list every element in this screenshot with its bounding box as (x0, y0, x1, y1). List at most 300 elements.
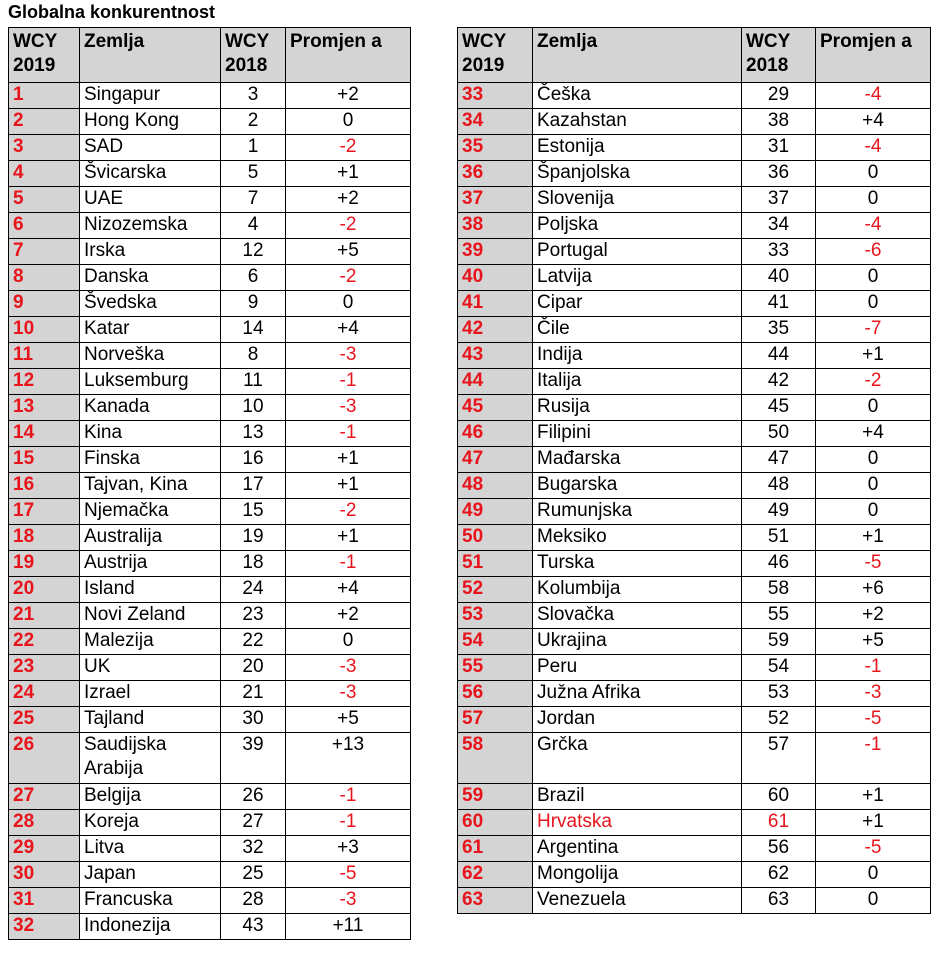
rank-cell: 39 (458, 239, 533, 265)
wcy-2018-cell: 34 (742, 213, 816, 239)
country-cell: Australija (80, 525, 221, 551)
country-cell: Kolumbija (533, 577, 742, 603)
table-row (458, 577, 931, 603)
wcy-2018-cell: 8 (221, 343, 286, 369)
change-cell: -3 (286, 655, 411, 681)
header-wcy-2018: WCY 2018 (742, 28, 816, 83)
country-cell: Danska (80, 265, 221, 291)
table-row (9, 655, 411, 681)
wcy-2018-cell: 30 (221, 707, 286, 733)
rank-cell: 10 (9, 317, 80, 343)
table-header-row (9, 28, 411, 83)
country-cell: Mađarska (533, 447, 742, 473)
header-wcy-2019: WCY 2019 (9, 28, 80, 83)
country-cell: UAE (80, 187, 221, 213)
wcy-2018-cell: 14 (221, 317, 286, 343)
country-cell: Malezija (80, 629, 221, 655)
country-cell: Belgija (80, 784, 221, 810)
wcy-2018-cell: 47 (742, 447, 816, 473)
rank-cell: 44 (458, 369, 533, 395)
change-cell: -2 (286, 265, 411, 291)
wcy-2018-cell: 19 (221, 525, 286, 551)
rank-cell: 29 (9, 836, 80, 862)
rank-cell: 34 (458, 109, 533, 135)
table-row (458, 603, 931, 629)
table-row (458, 395, 931, 421)
change-cell: -1 (286, 784, 411, 810)
rank-cell: 57 (458, 707, 533, 733)
rank-cell: 56 (458, 681, 533, 707)
rank-cell: 45 (458, 395, 533, 421)
rank-cell: 7 (9, 239, 80, 265)
wcy-2018-cell: 10 (221, 395, 286, 421)
change-cell: 0 (286, 629, 411, 655)
change-cell: +1 (816, 525, 931, 551)
change-cell: +2 (286, 603, 411, 629)
table-row (9, 421, 411, 447)
country-cell: Japan (80, 862, 221, 888)
change-cell: 0 (816, 265, 931, 291)
table-row (458, 369, 931, 395)
rank-cell: 12 (9, 369, 80, 395)
table-row (458, 265, 931, 291)
table-row (458, 473, 931, 499)
wcy-2018-cell: 3 (221, 83, 286, 109)
country-cell: Saudijska Arabija (80, 733, 221, 784)
rank-cell: 18 (9, 525, 80, 551)
country-cell: Tajvan, Kina (80, 473, 221, 499)
rank-cell: 13 (9, 395, 80, 421)
country-cell: Kina (80, 421, 221, 447)
country-cell: Mongolija (533, 862, 742, 888)
change-cell: +2 (816, 603, 931, 629)
rank-cell: 27 (9, 784, 80, 810)
table-row (458, 836, 931, 862)
change-cell: +1 (286, 161, 411, 187)
country-cell: Kanada (80, 395, 221, 421)
country-cell: Peru (533, 655, 742, 681)
table-row (9, 733, 411, 784)
wcy-2018-cell: 6 (221, 265, 286, 291)
table-row (9, 473, 411, 499)
rank-cell: 11 (9, 343, 80, 369)
country-cell: Indija (533, 343, 742, 369)
country-cell: Južna Afrika (533, 681, 742, 707)
change-cell: +5 (286, 239, 411, 265)
wcy-2018-cell: 48 (742, 473, 816, 499)
country-cell: Argentina (533, 836, 742, 862)
change-cell: +1 (286, 473, 411, 499)
change-cell: -2 (286, 213, 411, 239)
change-cell: +6 (816, 577, 931, 603)
change-cell: -4 (816, 83, 931, 109)
rank-cell: 53 (458, 603, 533, 629)
table-row (9, 551, 411, 577)
table-row (458, 213, 931, 239)
rank-cell: 42 (458, 317, 533, 343)
wcy-2018-cell: 57 (742, 733, 816, 784)
wcy-2018-cell: 41 (742, 291, 816, 317)
country-cell: Meksiko (533, 525, 742, 551)
table-row (458, 421, 931, 447)
table-row (9, 810, 411, 836)
table-row (458, 83, 931, 109)
wcy-2018-cell: 52 (742, 707, 816, 733)
country-cell: Poljska (533, 213, 742, 239)
table-row (9, 317, 411, 343)
table-row (9, 343, 411, 369)
header-wcy-2019: WCY 2019 (458, 28, 533, 83)
wcy-2018-cell: 5 (221, 161, 286, 187)
wcy-2018-cell: 23 (221, 603, 286, 629)
wcy-2018-cell: 18 (221, 551, 286, 577)
table-row (458, 733, 931, 784)
wcy-2018-cell: 58 (742, 577, 816, 603)
ranking-table-right (457, 27, 931, 914)
country-cell: Island (80, 577, 221, 603)
change-cell: 0 (286, 291, 411, 317)
change-cell: 0 (816, 499, 931, 525)
country-cell: Filipini (533, 421, 742, 447)
wcy-2018-cell: 16 (221, 447, 286, 473)
rank-cell: 21 (9, 603, 80, 629)
header-country: Zemlja (533, 28, 742, 83)
rank-cell: 30 (9, 862, 80, 888)
wcy-2018-cell: 21 (221, 681, 286, 707)
table-row (9, 707, 411, 733)
country-cell: Čile (533, 317, 742, 343)
table-row (458, 862, 931, 888)
change-cell: -3 (286, 395, 411, 421)
wcy-2018-cell: 63 (742, 888, 816, 914)
wcy-2018-cell: 45 (742, 395, 816, 421)
country-cell: Singapur (80, 83, 221, 109)
country-cell: Cipar (533, 291, 742, 317)
change-cell: +11 (286, 914, 411, 940)
rank-cell: 54 (458, 629, 533, 655)
rank-cell: 59 (458, 784, 533, 810)
header-change: Promjen a (816, 28, 931, 83)
table-row (9, 914, 411, 940)
wcy-2018-cell: 38 (742, 109, 816, 135)
wcy-2018-cell: 56 (742, 836, 816, 862)
table-row (9, 862, 411, 888)
country-cell: Latvija (533, 265, 742, 291)
rank-cell: 37 (458, 187, 533, 213)
rank-cell: 50 (458, 525, 533, 551)
wcy-2018-cell: 60 (742, 784, 816, 810)
rank-cell: 8 (9, 265, 80, 291)
rank-cell: 6 (9, 213, 80, 239)
table-row (458, 655, 931, 681)
table-row (458, 551, 931, 577)
wcy-2018-cell: 9 (221, 291, 286, 317)
rank-cell: 46 (458, 421, 533, 447)
rank-cell: 35 (458, 135, 533, 161)
country-cell: Norveška (80, 343, 221, 369)
wcy-2018-cell: 29 (742, 83, 816, 109)
rank-cell: 9 (9, 291, 80, 317)
table-row (458, 291, 931, 317)
wcy-2018-cell: 49 (742, 499, 816, 525)
change-cell: 0 (286, 109, 411, 135)
table-row (9, 447, 411, 473)
table-row (9, 239, 411, 265)
table-row (458, 525, 931, 551)
wcy-2018-cell: 24 (221, 577, 286, 603)
country-cell: Austrija (80, 551, 221, 577)
change-cell: -2 (286, 499, 411, 525)
rank-cell: 31 (9, 888, 80, 914)
table-row (9, 83, 411, 109)
country-cell: UK (80, 655, 221, 681)
wcy-2018-cell: 12 (221, 239, 286, 265)
change-cell: 0 (816, 447, 931, 473)
wcy-2018-cell: 4 (221, 213, 286, 239)
table-row (9, 681, 411, 707)
rank-cell: 43 (458, 343, 533, 369)
rank-cell: 48 (458, 473, 533, 499)
change-cell: +5 (286, 707, 411, 733)
rank-cell: 17 (9, 499, 80, 525)
wcy-2018-cell: 51 (742, 525, 816, 551)
rank-cell: 58 (458, 733, 533, 784)
wcy-2018-cell: 17 (221, 473, 286, 499)
change-cell: +4 (816, 109, 931, 135)
table-row (9, 369, 411, 395)
country-cell: Češka (533, 83, 742, 109)
wcy-2018-cell: 43 (221, 914, 286, 940)
wcy-2018-cell: 1 (221, 135, 286, 161)
change-cell: -3 (286, 888, 411, 914)
table-row (458, 629, 931, 655)
change-cell: -1 (816, 733, 931, 784)
table-row (9, 888, 411, 914)
table-row (458, 499, 931, 525)
header-wcy-2018: WCY 2018 (221, 28, 286, 83)
change-cell: +1 (816, 343, 931, 369)
rank-cell: 4 (9, 161, 80, 187)
wcy-2018-cell: 54 (742, 655, 816, 681)
rank-cell: 24 (9, 681, 80, 707)
country-cell: Jordan (533, 707, 742, 733)
rank-cell: 61 (458, 836, 533, 862)
change-cell: 0 (816, 862, 931, 888)
table-row (458, 187, 931, 213)
header-country: Zemlja (80, 28, 221, 83)
change-cell: -3 (816, 681, 931, 707)
table-row (458, 810, 931, 836)
country-cell: Izrael (80, 681, 221, 707)
change-cell: -2 (286, 135, 411, 161)
change-cell: -1 (286, 810, 411, 836)
rank-cell: 3 (9, 135, 80, 161)
country-cell: Kazahstan (533, 109, 742, 135)
table-row (458, 317, 931, 343)
table-row (9, 836, 411, 862)
rank-cell: 62 (458, 862, 533, 888)
page-title: Globalna konkurentnost (8, 2, 216, 22)
country-cell: Portugal (533, 239, 742, 265)
rank-cell: 1 (9, 83, 80, 109)
wcy-2018-cell: 37 (742, 187, 816, 213)
table-body-left (9, 83, 411, 940)
wcy-2018-cell: 62 (742, 862, 816, 888)
wcy-2018-cell: 13 (221, 421, 286, 447)
wcy-2018-cell: 31 (742, 135, 816, 161)
country-cell: Indonezija (80, 914, 221, 940)
change-cell: +5 (816, 629, 931, 655)
table-row (9, 629, 411, 655)
change-cell: +4 (286, 577, 411, 603)
change-cell: 0 (816, 291, 931, 317)
wcy-2018-cell: 7 (221, 187, 286, 213)
table-row (9, 499, 411, 525)
wcy-2018-cell: 46 (742, 551, 816, 577)
country-cell: Luksemburg (80, 369, 221, 395)
table-row (9, 395, 411, 421)
wcy-2018-cell: 11 (221, 369, 286, 395)
change-cell: 0 (816, 161, 931, 187)
country-cell: Bugarska (533, 473, 742, 499)
change-cell: +2 (286, 187, 411, 213)
change-cell: -1 (816, 655, 931, 681)
table-row (458, 135, 931, 161)
rank-cell: 15 (9, 447, 80, 473)
wcy-2018-cell: 39 (221, 733, 286, 784)
table-row (9, 525, 411, 551)
header-change: Promjen a (286, 28, 411, 83)
change-cell: +13 (286, 733, 411, 784)
rank-cell: 5 (9, 187, 80, 213)
change-cell: +1 (286, 447, 411, 473)
wcy-2018-cell: 25 (221, 862, 286, 888)
rank-cell: 40 (458, 265, 533, 291)
change-cell: -3 (286, 681, 411, 707)
table-row (458, 888, 931, 914)
table-row (9, 109, 411, 135)
wcy-2018-cell: 50 (742, 421, 816, 447)
rank-cell: 38 (458, 213, 533, 239)
table-row (458, 109, 931, 135)
country-cell: SAD (80, 135, 221, 161)
rank-cell: 60 (458, 810, 533, 836)
change-cell: -5 (816, 707, 931, 733)
change-cell: -4 (816, 135, 931, 161)
wcy-2018-cell: 27 (221, 810, 286, 836)
country-cell: Francuska (80, 888, 221, 914)
table-row (9, 784, 411, 810)
country-cell: Katar (80, 317, 221, 343)
rank-cell: 28 (9, 810, 80, 836)
country-cell: Hong Kong (80, 109, 221, 135)
wcy-2018-cell: 36 (742, 161, 816, 187)
rank-cell: 26 (9, 733, 80, 784)
table-row (458, 681, 931, 707)
wcy-2018-cell: 61 (742, 810, 816, 836)
change-cell: -2 (816, 369, 931, 395)
country-cell: Grčka (533, 733, 742, 784)
rank-cell: 47 (458, 447, 533, 473)
rank-cell: 16 (9, 473, 80, 499)
change-cell: +1 (816, 784, 931, 810)
table-row (458, 447, 931, 473)
change-cell: -5 (816, 836, 931, 862)
change-cell: -5 (286, 862, 411, 888)
country-cell: Hrvatska (533, 810, 742, 836)
change-cell: 0 (816, 888, 931, 914)
table-row (9, 577, 411, 603)
rank-cell: 51 (458, 551, 533, 577)
wcy-2018-cell: 35 (742, 317, 816, 343)
wcy-2018-cell: 59 (742, 629, 816, 655)
country-cell: Španjolska (533, 161, 742, 187)
table-row (9, 603, 411, 629)
change-cell: -5 (816, 551, 931, 577)
rank-cell: 63 (458, 888, 533, 914)
country-cell: Finska (80, 447, 221, 473)
country-cell: Švicarska (80, 161, 221, 187)
country-cell: Venezuela (533, 888, 742, 914)
country-cell: Turska (533, 551, 742, 577)
table-row (9, 135, 411, 161)
wcy-2018-cell: 42 (742, 369, 816, 395)
country-cell: Rusija (533, 395, 742, 421)
change-cell: +1 (286, 525, 411, 551)
table-row (9, 213, 411, 239)
table-header-row (458, 28, 931, 83)
country-cell: Rumunjska (533, 499, 742, 525)
country-cell: Slovenija (533, 187, 742, 213)
wcy-2018-cell: 33 (742, 239, 816, 265)
country-cell: Novi Zeland (80, 603, 221, 629)
country-cell: Italija (533, 369, 742, 395)
table-row (458, 784, 931, 810)
rank-cell: 22 (9, 629, 80, 655)
change-cell: +2 (286, 83, 411, 109)
country-cell: Estonija (533, 135, 742, 161)
rank-cell: 49 (458, 499, 533, 525)
wcy-2018-cell: 22 (221, 629, 286, 655)
rank-cell: 25 (9, 707, 80, 733)
country-cell: Nizozemska (80, 213, 221, 239)
rank-cell: 36 (458, 161, 533, 187)
wcy-2018-cell: 53 (742, 681, 816, 707)
rank-cell: 19 (9, 551, 80, 577)
change-cell: +3 (286, 836, 411, 862)
country-cell: Irska (80, 239, 221, 265)
change-cell: 0 (816, 395, 931, 421)
rank-cell: 2 (9, 109, 80, 135)
change-cell: +4 (286, 317, 411, 343)
ranking-table-left (8, 27, 411, 940)
wcy-2018-cell: 44 (742, 343, 816, 369)
wcy-2018-cell: 40 (742, 265, 816, 291)
rank-cell: 14 (9, 421, 80, 447)
wcy-2018-cell: 32 (221, 836, 286, 862)
change-cell: +4 (816, 421, 931, 447)
rank-cell: 55 (458, 655, 533, 681)
wcy-2018-cell: 55 (742, 603, 816, 629)
country-cell: Litva (80, 836, 221, 862)
change-cell: +1 (816, 810, 931, 836)
wcy-2018-cell: 15 (221, 499, 286, 525)
change-cell: 0 (816, 473, 931, 499)
table-row (9, 265, 411, 291)
change-cell: -1 (286, 369, 411, 395)
country-cell: Tajland (80, 707, 221, 733)
wcy-2018-cell: 28 (221, 888, 286, 914)
